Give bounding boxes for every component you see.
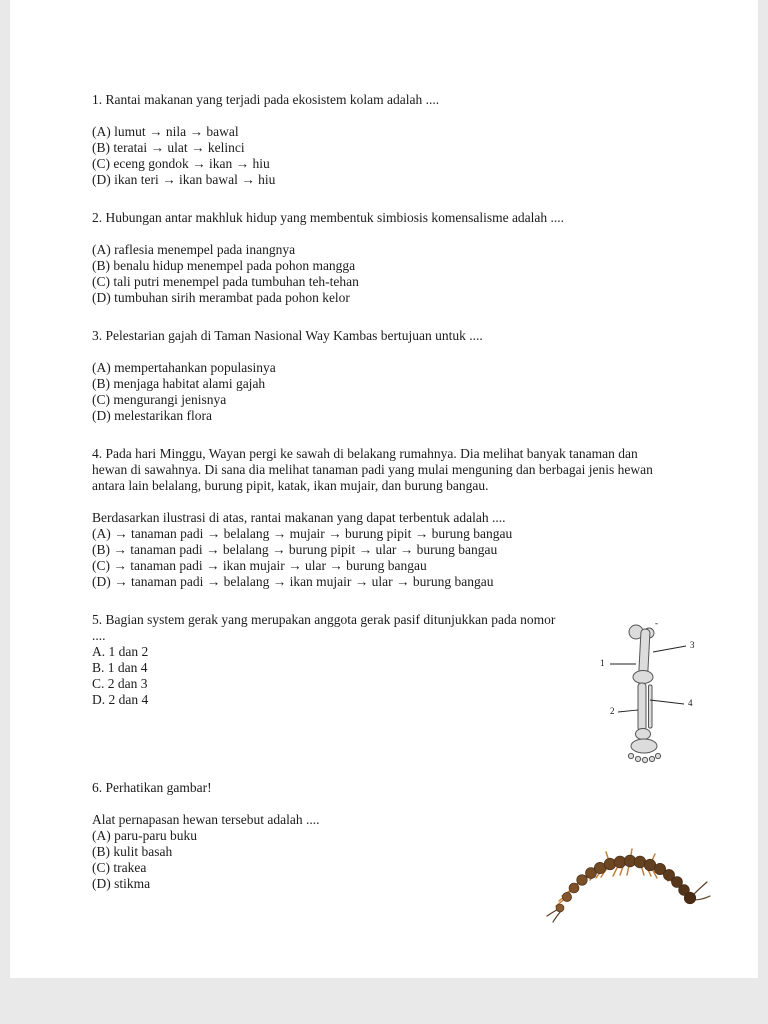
q6-option-a: (A) paru-paru buku: [92, 828, 197, 843]
leg-label-3: 3: [690, 640, 695, 650]
q4-intro: Berdasarkan ilustrasi di atas, rantai makanan yang dapat terbentuk adalah ....: [92, 510, 506, 525]
document-page: [10, 0, 758, 978]
q4-option-b: (B) → tanaman padi → belalang → burung pipit → ular → burung bangau: [92, 542, 498, 557]
q3-option-b: (B) menjaga habitat alami gajah: [92, 376, 266, 391]
q2-option-d: (D) tumbuhan sirih merambat pada pohon kelor: [92, 290, 350, 305]
q5-stem: 5. Bagian system gerak yang merupakan anggota gerak pasif ditunjukkan pada nomor: [92, 612, 556, 627]
q6-question: Alat pernapasan hewan tersebut adalah ....: [92, 812, 320, 827]
q4-options: [92, 526, 670, 590]
q6-option-b: (B) kulit basah: [92, 844, 173, 859]
q6-option-d: (D) stikma: [92, 876, 151, 891]
q1-option-d: (D) ikan teri → ikan bawal → hiu: [92, 172, 276, 187]
q2-stem: 2. Hubungan antar makhluk hidup yang membentuk simbiosis komensalisme adalah ....: [92, 210, 565, 225]
q5-ellipsis: ....: [92, 628, 106, 643]
centipede-figure: [540, 832, 715, 930]
q3-option-d: (D) melestarikan flora: [92, 408, 212, 423]
q4-stem: 4. Pada hari Minggu, Wayan pergi ke sawah di belakang rumahnya. Dia melihat banyak tanaman dan hewan di sawahnya. Di sana dia melihat tanaman padi yang mulai menguning dan berbagai jenis hewan antara lain belalang, burung pipit, katak, ikan mujair, dan burung bangau.: [92, 446, 653, 493]
leg-label-1: 1: [600, 658, 605, 668]
q2-option-c: (C) tali putri menempel pada tumbuhan teh-tehan: [92, 274, 359, 289]
q4-option-c: (C) → tanaman padi → ikan mujair → ular → burung bangau: [92, 558, 427, 573]
q2-options: [92, 242, 670, 306]
q5-option-c: C. 2 dan 3: [92, 676, 148, 691]
q6-stem: 6. Perhatikan gambar!: [92, 780, 212, 795]
centipede-image: [540, 832, 715, 930]
q6-option-c: (C) trakea: [92, 860, 147, 875]
q1-option-c: (C) eceng gondok → ikan → hiu: [92, 156, 270, 171]
q3-option-a: (A) mempertahankan populasinya: [92, 360, 276, 375]
q4-option-d: (D) → tanaman padi → belalang → ikan mujair → ular → burung bangau: [92, 574, 494, 589]
leg-skeleton-figure: [598, 620, 702, 770]
q1-options: [92, 124, 670, 188]
q5-option-a: A. 1 dan 2: [92, 644, 149, 659]
leg-skeleton-image: [598, 620, 702, 770]
q3-stem: 3. Pelestarian gajah di Taman Nasional Way Kambas bertujuan untuk ....: [92, 328, 483, 343]
q1-option-a: (A) lumut → nila → bawal: [92, 124, 239, 139]
q2-option-a: (A) raflesia menempel pada inangnya: [92, 242, 296, 257]
q4-option-a: (A) → tanaman padi → belalang → mujair → burung pipit → burung bangau: [92, 526, 513, 541]
leg-label-2: 2: [610, 706, 615, 716]
q5-option-b: B. 1 dan 4: [92, 660, 148, 675]
q3-options: [92, 360, 670, 424]
q3-option-c: (C) mengurangi jenisnya: [92, 392, 227, 407]
q5-option-d: D. 2 dan 4: [92, 692, 149, 707]
q2-option-b: (B) benalu hidup menempel pada pohon mangga: [92, 258, 356, 273]
leg-label-4: 4: [688, 698, 693, 708]
q1-stem: 1. Rantai makanan yang terjadi pada ekosistem kolam adalah ....: [92, 92, 440, 107]
leg-label-dash: -: [655, 618, 658, 628]
q1-option-b: (B) teratai → ulat → kelinci: [92, 140, 245, 155]
q5-options: [92, 644, 670, 708]
